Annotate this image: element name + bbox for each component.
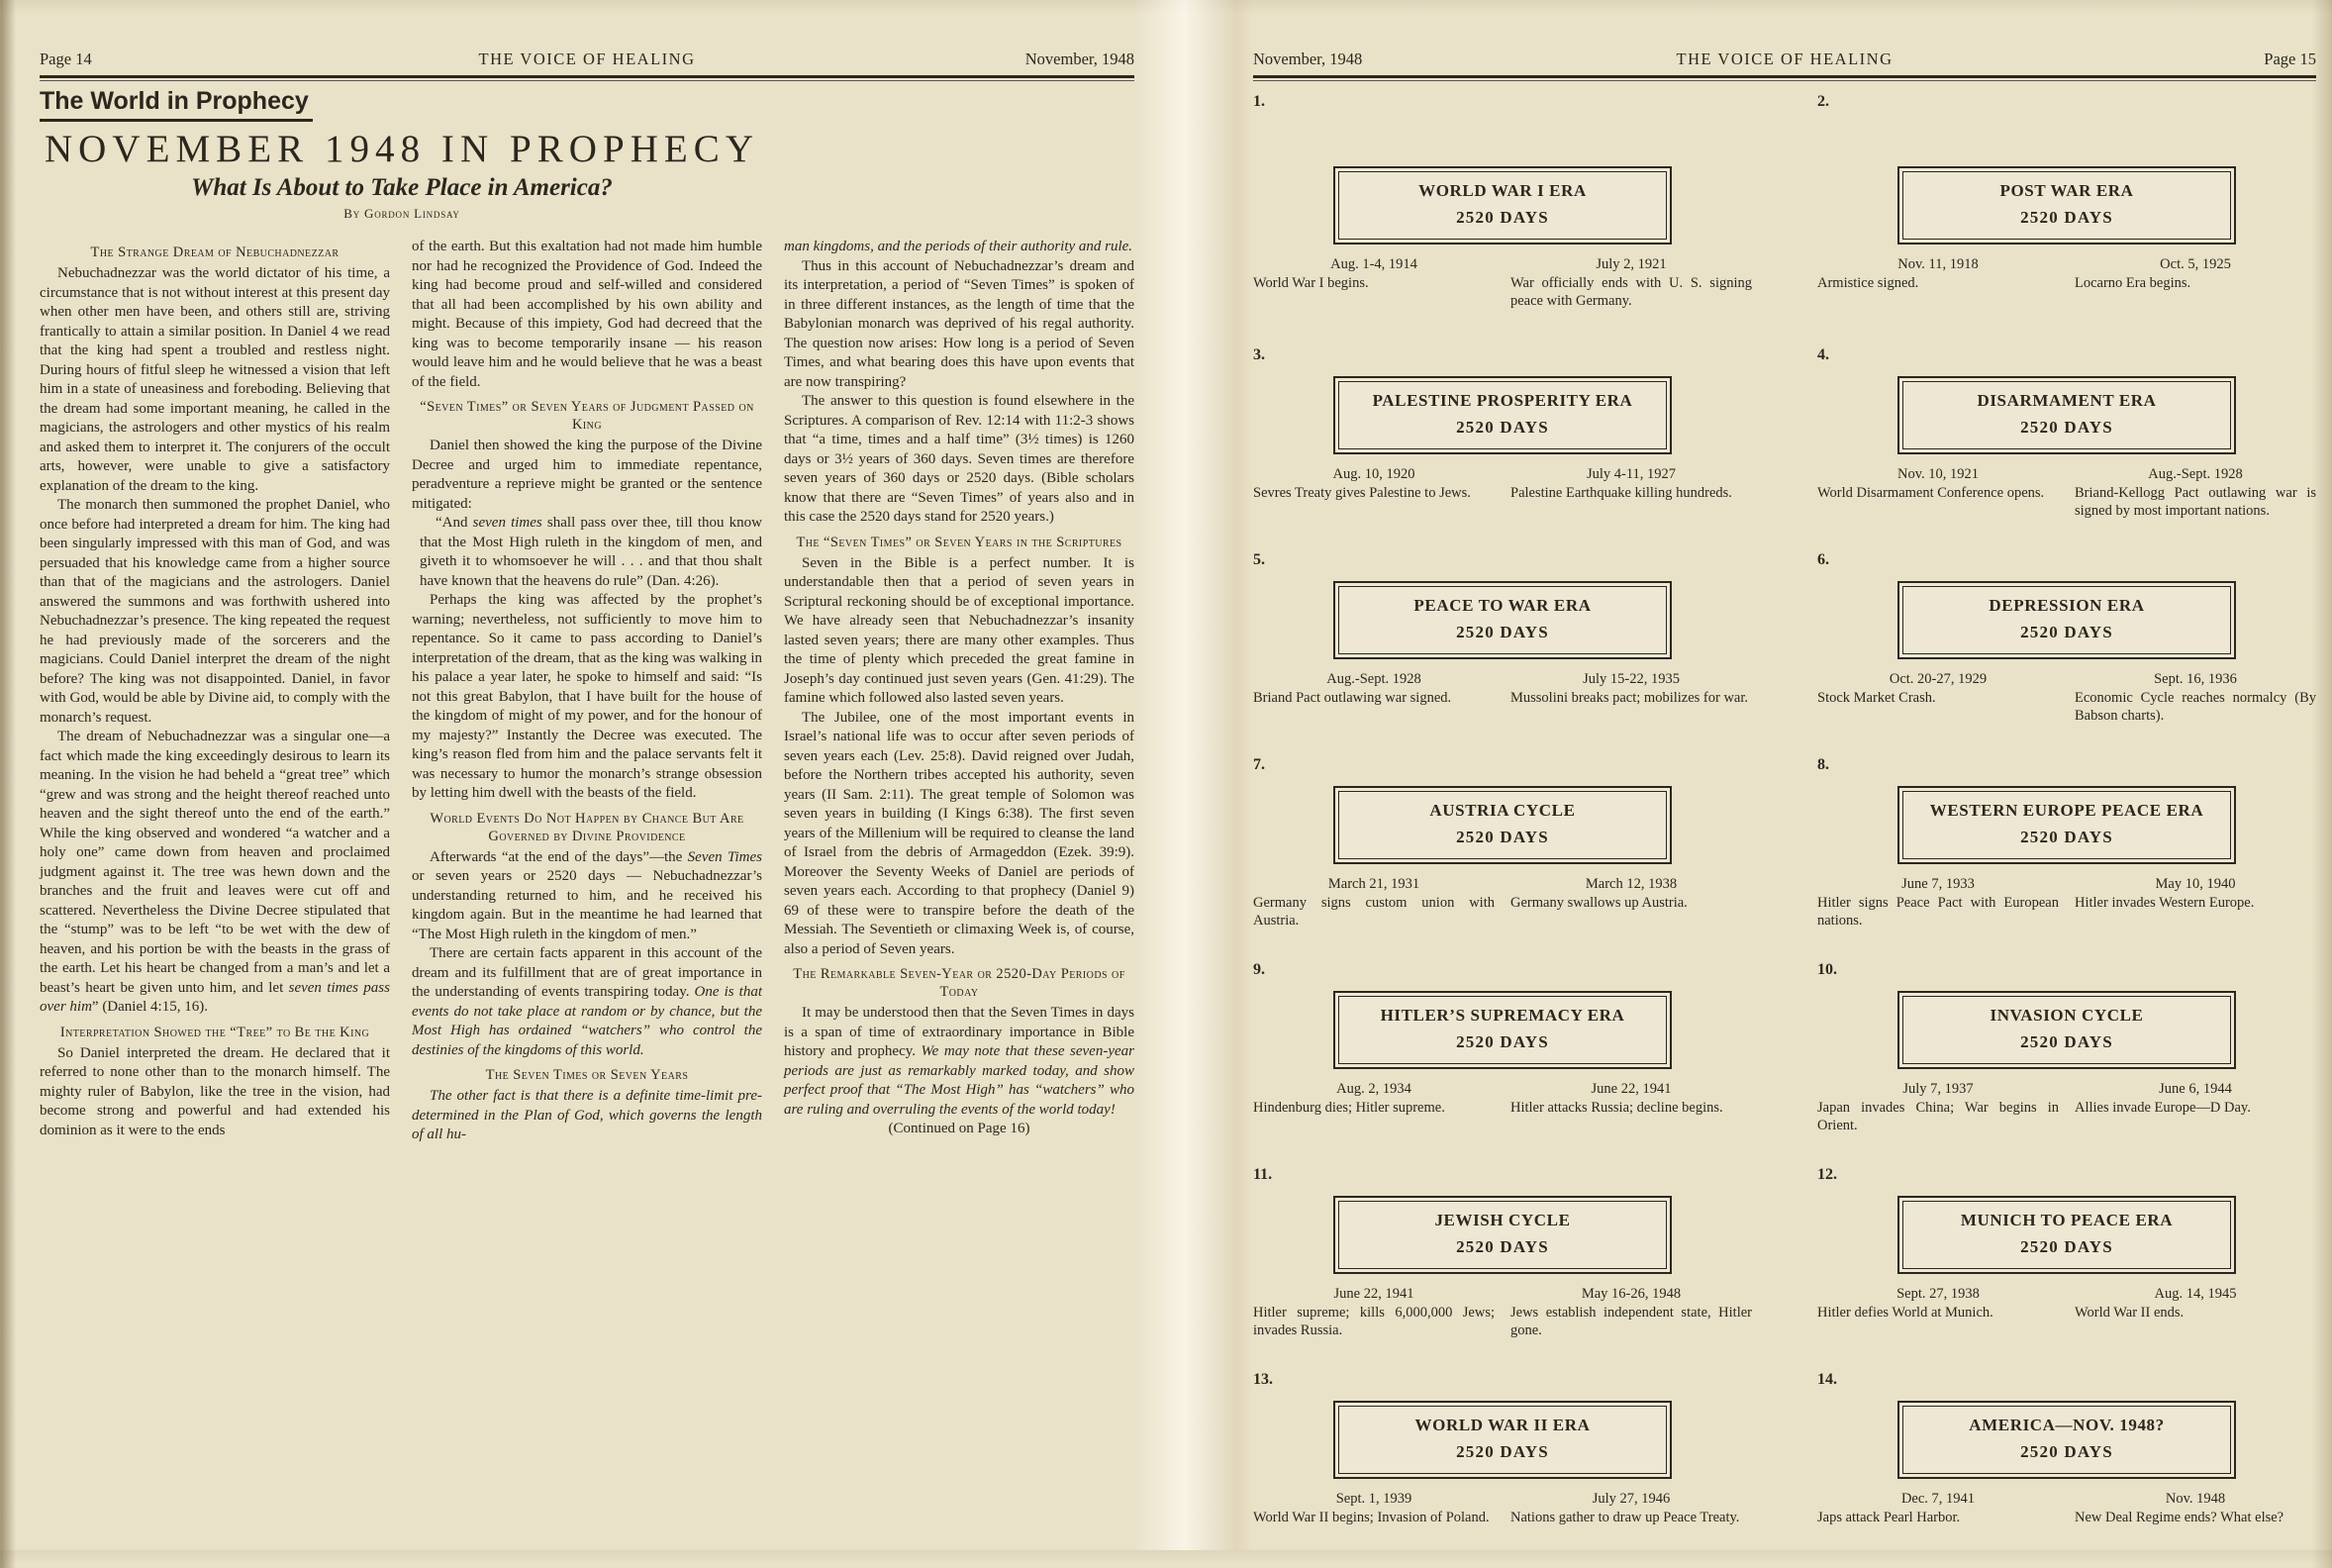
era-start-event: Sevres Treaty gives Palestine to Jews. bbox=[1253, 484, 1471, 501]
era-start-entry bbox=[1817, 465, 2059, 521]
right-page bbox=[1253, 46, 2316, 1568]
era-start-entry bbox=[1817, 255, 2059, 292]
era-end-event: Mussolini breaks pact; mobilizes for war. bbox=[1510, 689, 1749, 706]
era-end-event: Nations gather to draw up Peace Treaty. bbox=[1510, 1509, 1740, 1525]
era-days: 2520 DAYS bbox=[1456, 208, 1549, 227]
era-title: AMERICA—NOV. 1948? bbox=[1969, 1416, 2165, 1434]
era-box bbox=[1333, 991, 1672, 1069]
article-paragraph: Daniel then showed the king the purpose of the Divine Decree and urged him to immediate repentance, peradventure a reprieve might be granted or the sentence mitigated: bbox=[412, 438, 762, 512]
era-start-event: Germany signs custom union with Austria. bbox=[1253, 894, 1495, 929]
era-start-event: Armistice signed. bbox=[1817, 274, 1919, 291]
era-number: 9. bbox=[1253, 961, 1265, 978]
era-title: HITLER’S SUPREMACY ERA bbox=[1380, 1006, 1625, 1025]
publication-title: THE VOICE OF HEALING bbox=[1676, 49, 1894, 68]
era-title: JEWISH CYCLE bbox=[1434, 1211, 1571, 1229]
issue-date: November, 1948 bbox=[1024, 49, 1134, 68]
era-end-entry bbox=[1510, 1080, 1752, 1117]
era-end-date: June 22, 1941 bbox=[1591, 1081, 1672, 1097]
article-subtitle: What Is About to Take Place in America? bbox=[191, 174, 613, 201]
era-end-event: Jews establish independent state, Hitler gone. bbox=[1510, 1304, 1752, 1338]
era-number: 5. bbox=[1253, 551, 1265, 568]
era-start-event: Briand Pact outlawing war signed. bbox=[1253, 689, 1452, 706]
article-column-3 bbox=[784, 238, 1134, 1145]
era-item bbox=[1253, 1166, 1752, 1363]
era-start-entry bbox=[1817, 670, 2059, 726]
era-end-date: May 10, 1940 bbox=[2155, 876, 2236, 892]
issue-date: November, 1948 bbox=[1253, 49, 1363, 68]
era-end-entry bbox=[1510, 1490, 1752, 1526]
article-column-1 bbox=[40, 238, 390, 1145]
era-end-event: Palestine Earthquake killing hundreds. bbox=[1510, 484, 1732, 501]
era-end-entry bbox=[1510, 1285, 1752, 1340]
era-start-event: World War II begins; Invasion of Poland. bbox=[1253, 1509, 1490, 1525]
era-end-date: Aug.-Sept. 1928 bbox=[2148, 466, 2243, 482]
article-subheading: The Strange Dream of Nebuchadnezzar bbox=[90, 245, 340, 260]
era-end-date: Oct. 5, 1925 bbox=[2160, 256, 2231, 272]
article-subheading: The Remarkable Seven-Year or 2520-Day Periods of Today bbox=[793, 966, 1125, 1000]
era-end-entry bbox=[1510, 465, 1752, 502]
era-start-event: Hitler supreme; kills 6,000,000 Jews; invades Russia. bbox=[1253, 1304, 1495, 1338]
era-start-event: Hitler defies World at Munich. bbox=[1817, 1304, 1993, 1321]
era-title: PEACE TO WAR ERA bbox=[1413, 596, 1592, 615]
era-end-entry bbox=[1510, 255, 1752, 311]
article-paragraph: The other fact is that there is a definite time-limit pre-determined in the Plan of God, which governs the length of all hu- bbox=[412, 1088, 762, 1142]
era-box bbox=[1897, 786, 2236, 864]
article-paragraph: (Continued on Page 16) bbox=[888, 1121, 1030, 1136]
article-subheading: Interpretation Showed the “Tree” to Be the King bbox=[59, 1024, 370, 1040]
era-number: 8. bbox=[1817, 756, 1829, 773]
era-end-event: Hitler attacks Russia; decline begins. bbox=[1510, 1099, 1723, 1116]
era-start-date: June 22, 1941 bbox=[1333, 1286, 1414, 1302]
era-box bbox=[1897, 1401, 2236, 1479]
era-end-date: Nov. 1948 bbox=[2165, 1491, 2226, 1507]
era-start-entry bbox=[1253, 1490, 1495, 1526]
article-paragraph: man kingdoms, and the periods of their authority and rule. bbox=[784, 239, 1133, 254]
era-end-date: Sept. 16, 1936 bbox=[2154, 671, 2237, 687]
era-number: 6. bbox=[1817, 551, 1829, 568]
era-number: 12. bbox=[1817, 1166, 1837, 1183]
era-start-event: Hitler signs Peace Pact with European nations. bbox=[1817, 894, 2059, 929]
era-start-entry bbox=[1253, 255, 1495, 311]
section-kicker: The World in Prophecy bbox=[40, 87, 313, 122]
era-title: WESTERN EUROPE PEACE ERA bbox=[1929, 801, 2204, 820]
era-end-date: March 12, 1938 bbox=[1585, 876, 1678, 892]
era-end-entry bbox=[2075, 465, 2316, 521]
era-box bbox=[1333, 581, 1672, 659]
era-box bbox=[1333, 786, 1672, 864]
era-end-event: Hitler invades Western Europe. bbox=[2075, 894, 2255, 911]
era-number: 11. bbox=[1253, 1166, 1273, 1183]
era-end-event: World War II ends. bbox=[2075, 1304, 2185, 1321]
era-item bbox=[1817, 346, 2316, 543]
article-paragraph: It may be understood then that the Seven Times in days is a span of time of extraordinary importance in Bible history and prophecy. We may note that these seven-year periods are just as remarkably marked today, and show perfect proof that “The Most High” has “watchers” who are ruling and overruling the events of the world today! bbox=[784, 1005, 1134, 1118]
article-columns bbox=[40, 87, 1134, 1145]
article-subheading: The “Seven Times” or Seven Years in the Scriptures bbox=[796, 534, 1122, 550]
era-item bbox=[1253, 1371, 1752, 1568]
page-number: Page 14 bbox=[40, 49, 92, 68]
left-page-masthead bbox=[40, 46, 1134, 75]
era-end-date: May 16-26, 1948 bbox=[1581, 1286, 1682, 1302]
article-paragraph: Afterwards “at the end of the days”—the Seven Times or seven years or 2520 days — Nebuchadnezzar’s understanding returned to him, and he received his kingdom again. But in the meantime he had learned that “The Most High ruleth in the kingdom of men.” bbox=[412, 848, 762, 942]
article-paragraph: The dream of Nebuchadnezzar was a singular one—a fact which made the king exceedingly desirous to learn its meaning. In the vision he had beheld a “great tree” which “grew and was strong and the height thereof reached unto heaven and the sight thereof unto the end of the earth.” While the king observed and wondered “a watcher and a holy one” came down from heaven and proclaimed judgment against it. The tree was hewn down and the branches and the fruit and leaves were cut off and scattered. Nevertheless the Divine Decree stipulated that the “stump” was to be left “to be wet with the dew of heaven, and his portion be with the beasts in the grass of the earth. Let his heart be changed from a man’s and let a beast’s heart be given unto him, and let seven times pass over him” (Daniel 4:15, 16). bbox=[40, 729, 390, 1015]
article-subheading: World Events Do Not Happen by Chance But Are Governed by Divine Providence bbox=[430, 810, 744, 844]
article-subheading: The Seven Times or Seven Years bbox=[485, 1067, 689, 1083]
era-end-date: July 27, 1946 bbox=[1592, 1491, 1671, 1507]
era-item bbox=[1817, 1166, 2316, 1363]
article-paragraph: So Daniel interpreted the dream. He declared that it referred to none other than to the monarch himself. The mighty ruler of Babylon, like the tree in the vision, had become strong and powerful and had extended his dominion as it were to the ends bbox=[40, 1044, 390, 1138]
masthead-rule bbox=[1253, 75, 2316, 81]
era-end-date: July 4-11, 1927 bbox=[1586, 466, 1677, 482]
era-title: DEPRESSION ERA bbox=[1989, 596, 2145, 615]
era-number: 3. bbox=[1253, 346, 1265, 363]
era-item bbox=[1817, 1371, 2316, 1568]
era-days: 2520 DAYS bbox=[1456, 1442, 1549, 1461]
era-days: 2520 DAYS bbox=[2020, 418, 2113, 437]
era-title: WORLD WAR II ERA bbox=[1414, 1416, 1591, 1434]
era-end-entry bbox=[1510, 670, 1752, 707]
era-box bbox=[1897, 991, 2236, 1069]
era-end-entry bbox=[2075, 875, 2316, 931]
era-start-event: Hindenburg dies; Hitler supreme. bbox=[1253, 1099, 1445, 1116]
article-paragraph: The monarch then summoned the prophet Daniel, who once before had interpreted a dream for him. The king had been singularly impressed with this man of God, and was persuaded that his knowledge came from a higher source than that of the magicians and the astrologers. Daniel answered the summons and was forthwith ushered into Nebuchadnezzar’s presence. The king repeated the request he had previously made of the sorcerers and the magicians. Could Daniel interpret the dream of the night before? The king was not disappointed. Daniel, in favor with God, would be able by Divine aid, to comply with the monarch’s request. bbox=[40, 497, 390, 726]
article-paragraph: Seven in the Bible is a perfect number. It is understandable then that a period of seven years in Scriptural reckoning should be of exceptional importance. We have already seen that Nebuchadnezzar’s insanity lasted seven years; there are many other examples. Thus the time of plenty which preceded the great famine in Joseph’s day continued just seven years (Gen. 41:29). The famine which followed also lasted seven years. bbox=[784, 554, 1134, 706]
era-item bbox=[1817, 93, 2316, 339]
era-end-event: Germany swallows up Austria. bbox=[1510, 894, 1688, 911]
article-paragraph: Perhaps the king was affected by the prophet’s warning; nevertheless, not sufficiently to move him to repentance. So it came to pass according to Daniel’s interpretation of the dream, that as the king was walking in his palace a year later, he spoke to himself and said: “Is not this great Babylon, that I have built for the house of the kingdom of might of my power, and for the honour of my majesty?” Instantly the Decree was executed. The king’s reason fled from him and the palace servants felt it was necessary to humor the monarch’s strange obsession by letting him dwell with the beasts of the field. bbox=[412, 592, 762, 801]
era-box bbox=[1333, 1401, 1672, 1479]
era-start-entry bbox=[1253, 670, 1495, 707]
era-start-date: Oct. 20-27, 1929 bbox=[1889, 671, 1988, 687]
era-start-entry bbox=[1817, 875, 2059, 931]
era-start-date: Aug. 2, 1934 bbox=[1336, 1081, 1411, 1097]
era-end-entry bbox=[2075, 1490, 2316, 1526]
right-page-masthead bbox=[1253, 46, 2316, 75]
era-end-entry bbox=[2075, 255, 2316, 292]
page-number: Page 15 bbox=[2264, 49, 2316, 68]
era-end-event: New Deal Regime ends? What else? bbox=[2075, 1509, 2284, 1525]
era-start-event: Japan invades China; War begins in Orient. bbox=[1817, 1099, 2059, 1133]
era-days: 2520 DAYS bbox=[1456, 828, 1549, 846]
era-title: INVASION CYCLE bbox=[1990, 1006, 2144, 1025]
era-days: 2520 DAYS bbox=[1456, 418, 1549, 437]
era-number: 7. bbox=[1253, 756, 1265, 773]
article-paragraph: “And seven times shall pass over thee, till thou know that the Most High ruleth in the kingdom of men, and giveth it to whomsoever he will . . . and that thou shalt have known that the heavens do rule” (Dan. 4:26). bbox=[420, 515, 762, 589]
era-title: DISARMAMENT ERA bbox=[1977, 391, 2157, 410]
era-end-event: War officially ends with U. S. signing peace with Germany. bbox=[1510, 274, 1752, 309]
article-head bbox=[40, 87, 764, 236]
era-start-date: Aug.-Sept. 1928 bbox=[1326, 671, 1421, 687]
era-days: 2520 DAYS bbox=[2020, 208, 2113, 227]
era-days: 2520 DAYS bbox=[1456, 1237, 1549, 1256]
era-start-date: Sept. 27, 1938 bbox=[1896, 1286, 1980, 1302]
era-days: 2520 DAYS bbox=[2020, 1032, 2113, 1051]
era-start-entry bbox=[1817, 1285, 2059, 1322]
era-days: 2520 DAYS bbox=[1456, 1032, 1549, 1051]
era-days: 2520 DAYS bbox=[2020, 828, 2113, 846]
era-days: 2520 DAYS bbox=[2020, 1442, 2113, 1461]
era-box bbox=[1897, 376, 2236, 454]
era-start-date: Dec. 7, 1941 bbox=[1900, 1491, 1976, 1507]
era-title: POST WAR ERA bbox=[1999, 181, 2134, 200]
publication-title: THE VOICE OF HEALING bbox=[478, 49, 696, 68]
era-days: 2520 DAYS bbox=[2020, 1237, 2113, 1256]
era-number: 10. bbox=[1817, 961, 1837, 978]
era-number: 4. bbox=[1817, 346, 1829, 363]
era-start-entry bbox=[1817, 1490, 2059, 1526]
era-end-date: July 2, 1921 bbox=[1596, 256, 1667, 272]
era-item bbox=[1817, 961, 2316, 1158]
era-box bbox=[1333, 1196, 1672, 1274]
masthead-rule bbox=[40, 75, 1134, 81]
era-box bbox=[1333, 376, 1672, 454]
era-item bbox=[1253, 346, 1752, 543]
article-paragraph: There are certain facts apparent in this account of the dream and its fulfillment that are of great importance in the understanding of events transpiring today. One is that events do not take place at random or by chance, but the Most High has ordained “watchers” who control the destinies of the kingdoms of this world. bbox=[412, 945, 762, 1058]
era-end-entry bbox=[2075, 670, 2316, 726]
era-end-event: Economic Cycle reaches normalcy (By Babson charts). bbox=[2075, 689, 2316, 724]
article-paragraph: of the earth. But this exaltation had not made him humble nor had he recognized the Providence of God. Indeed the king had become proud and self-willed and considered that all had been accomplished by his own ability and might. Because of this impiety, God had decreed that the king was to become temporarily insane — his reason would leave him and he would believe that he was a beast of the field. bbox=[412, 239, 762, 390]
left-page bbox=[40, 46, 1134, 1145]
era-number: 1. bbox=[1253, 93, 1265, 110]
article-paragraph: Nebuchadnezzar was the world dictator of his time, a circumstance that is not without interest at this present day when other men have been, and others still are, striving frantically to attain a similar position. In Daniel 4 we read that the king had spent a troubled and restless night. During hours of fitful sleep he witnessed a vision that left him in a state of uneasiness and foreboding. Believing that the dream had some important meaning, he called in the magicians, the astrologers and other mystics of his realm and asked them to interpret it. The conjurers of the occult arts, however, were unable to give a satisfactory explanation of the dream to the king. bbox=[40, 265, 390, 494]
era-item bbox=[1253, 756, 1752, 953]
era-start-date: June 7, 1933 bbox=[1901, 876, 1975, 892]
era-start-date: July 7, 1937 bbox=[1902, 1081, 1974, 1097]
era-start-date: Nov. 10, 1921 bbox=[1896, 466, 1980, 482]
article-byline: By Gordon Lindsay bbox=[343, 206, 460, 221]
era-start-entry bbox=[1253, 1285, 1495, 1340]
era-start-date: Nov. 11, 1918 bbox=[1897, 256, 1979, 272]
era-title: MUNICH TO PEACE ERA bbox=[1960, 1211, 2174, 1229]
era-start-event: World Disarmament Conference opens. bbox=[1817, 484, 2045, 501]
era-days: 2520 DAYS bbox=[1456, 623, 1549, 641]
era-start-date: Aug. 10, 1920 bbox=[1332, 466, 1415, 482]
era-box bbox=[1897, 166, 2236, 245]
era-start-event: World War I begins. bbox=[1253, 274, 1369, 291]
era-box bbox=[1897, 581, 2236, 659]
era-start-event: Stock Market Crash. bbox=[1817, 689, 1936, 706]
era-start-date: Aug. 1-4, 1914 bbox=[1330, 256, 1417, 272]
era-box bbox=[1333, 166, 1672, 245]
article-column-2 bbox=[412, 238, 762, 1145]
era-item bbox=[1817, 551, 2316, 748]
era-days: 2520 DAYS bbox=[2020, 623, 2113, 641]
era-start-entry bbox=[1253, 465, 1495, 502]
era-title: WORLD WAR I ERA bbox=[1418, 181, 1587, 200]
era-end-event: Allies invade Europe—D Day. bbox=[2075, 1099, 2251, 1116]
era-end-entry bbox=[1510, 875, 1752, 931]
era-item bbox=[1817, 756, 2316, 953]
article-paragraph: The Jubilee, one of the most important events in Israel’s national life was to occur after seven periods of seven years each (Lev. 25:8). David reigned over Judah, before the Northern tribes accepted his authority, seven years (II Sam. 2:11). The great temple of Solomon was seven years in building (I Kings 6:38). The first seven years of the Millenium will be required to cleanse the land of Israel from the debris of Armageddon (Ezek. 39:9). Moreover the Seventy Weeks of Daniel are periods of seven years each. According to that prophecy (Daniel 9) 69 of these were to transpire before the death of the Messiah. The Seventieth or climaxing Week is, of course, also a period of Seven years. bbox=[784, 709, 1134, 957]
article-subheading: “Seven Times” or Seven Years of Judgment Passed on King bbox=[420, 399, 754, 433]
era-end-event: Briand-Kellogg Pact outlawing war is signed by most important nations. bbox=[2075, 484, 2316, 519]
era-end-date: June 6, 1944 bbox=[2159, 1081, 2232, 1097]
era-item bbox=[1253, 551, 1752, 748]
era-end-event: Locarno Era begins. bbox=[2075, 274, 2191, 291]
era-start-event: Japs attack Pearl Harbor. bbox=[1817, 1509, 1961, 1525]
era-grid bbox=[1253, 93, 2316, 1568]
article-title: NOVEMBER 1948 IN PROPHECY bbox=[44, 128, 760, 170]
era-item bbox=[1253, 93, 1752, 339]
era-start-date: March 21, 1931 bbox=[1327, 876, 1420, 892]
article-paragraph: Thus in this account of Nebuchadnezzar’s dream and its interpretation, a period of “Seven Times” is spoken of in three different instances, as the length of time that the Babylonian monarch was deprived of his regal authority. The question now arises: How long is a period of Seven Times, and what bearing does this have upon events that are now transpiring? bbox=[784, 257, 1134, 390]
era-box bbox=[1897, 1196, 2236, 1274]
era-end-date: July 15-22, 1935 bbox=[1583, 671, 1680, 687]
era-start-entry bbox=[1817, 1080, 2059, 1135]
article-paragraph: The answer to this question is found elsewhere in the Scriptures. A comparison of Rev. 12:14 with 11:2-3 shows that “a time, times and a half time” (3½ times) is 1260 days or 3½ years of 360 days. Seven times are therefore seven years of 360 days or 2520 days. (Bible scholars know that there are “Seven Times” of years also and in this case the 2520 days stand for 2520 years.) bbox=[784, 393, 1134, 525]
era-item bbox=[1253, 961, 1752, 1158]
era-end-date: Aug. 14, 1945 bbox=[2154, 1286, 2237, 1302]
era-number: 14. bbox=[1817, 1371, 1837, 1388]
era-start-entry bbox=[1253, 875, 1495, 931]
era-number: 2. bbox=[1817, 93, 1829, 110]
era-start-entry bbox=[1253, 1080, 1495, 1117]
article bbox=[40, 87, 1134, 1145]
era-end-entry bbox=[2075, 1285, 2316, 1322]
era-number: 13. bbox=[1253, 1371, 1273, 1388]
era-start-date: Sept. 1, 1939 bbox=[1335, 1491, 1412, 1507]
page-gutter bbox=[1134, 0, 1253, 1550]
era-end-entry bbox=[2075, 1080, 2316, 1135]
era-title: AUSTRIA CYCLE bbox=[1429, 801, 1576, 820]
era-title: PALESTINE PROSPERITY ERA bbox=[1372, 391, 1633, 410]
